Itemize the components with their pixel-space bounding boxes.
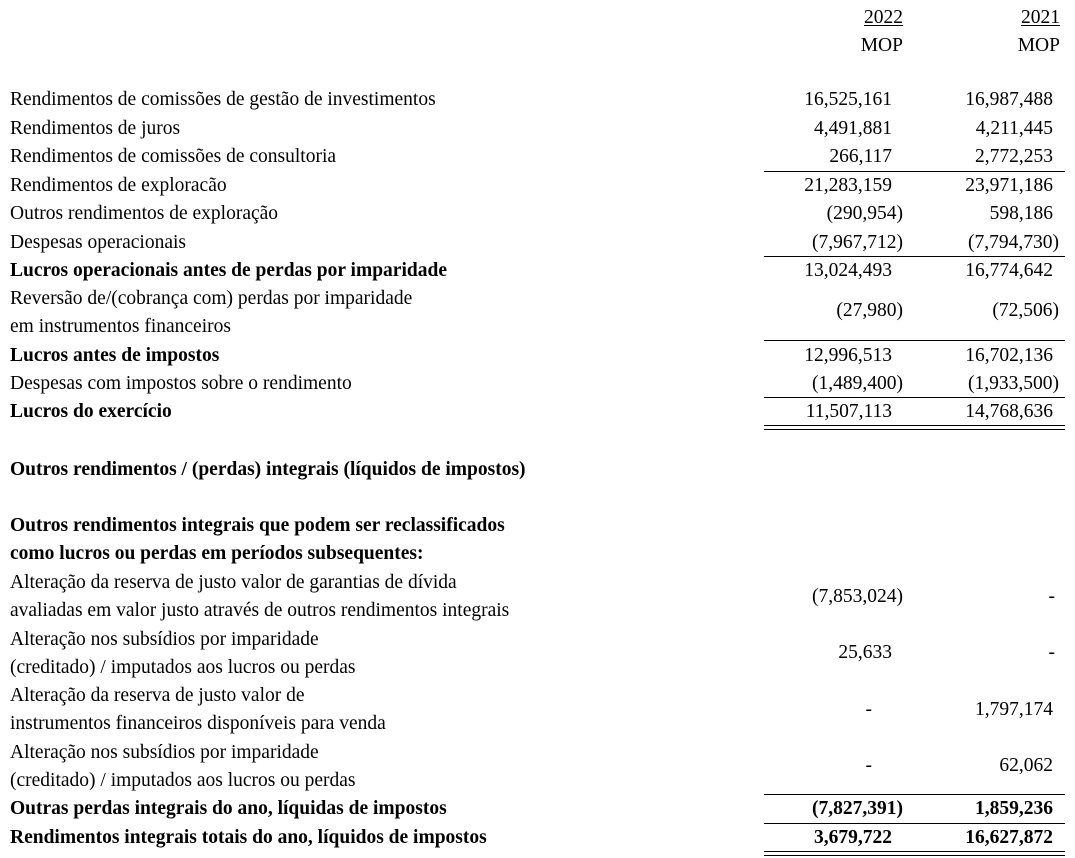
value-2022: (7,853,024) <box>812 586 903 607</box>
row-label: Rendimentos integrais totais do ano, líquidos de impostos <box>10 826 487 848</box>
total-double-rule <box>764 851 1065 856</box>
value-2022: (27,980) <box>836 300 903 321</box>
value-2021: 2,772,253 <box>975 146 1053 167</box>
row-label: Outros rendimentos de exploração <box>10 203 279 224</box>
row-label: Despesas com impostos sobre o rendimento <box>10 373 352 394</box>
value-2021: 16,627,872 <box>965 826 1053 848</box>
row-label-line1: Alteração nos subsídios por imparidade <box>10 629 319 650</box>
value-2021: 598,186 <box>989 203 1053 224</box>
row-label-line1: Alteração da reserva de justo valor de garantias de dívida <box>10 572 457 593</box>
row-label-line1: Alteração nos subsídios por imparidade <box>10 742 319 763</box>
row-label: Lucros do exercício <box>10 401 172 422</box>
value-2021: (7,794,730) <box>968 231 1059 253</box>
value-2021: 16,774,642 <box>965 259 1053 281</box>
value-2022: (7,827,391) <box>812 798 903 819</box>
value-2022: 11,507,113 <box>805 401 892 422</box>
row-label-line2: avaliadas em valor justo através de outros rendimentos integrais <box>10 600 510 622</box>
value-2022: 21,283,159 <box>804 174 892 196</box>
column-header-2021 <box>945 4 1060 60</box>
oci-subheading-line1: Outros rendimentos integrais que podem ser reclassificados <box>10 515 505 536</box>
currency-2022: MOP <box>860 35 903 56</box>
value-2022: 25,633 <box>838 642 892 663</box>
total-double-rule <box>764 425 1065 430</box>
row-label: Rendimentos de exploracão <box>10 174 227 196</box>
value-2022: - <box>865 755 872 776</box>
row-label-line2: em instrumentos financeiros <box>10 316 231 338</box>
oci-heading: Outros rendimentos / (perdas) integrais (líquidos de impostos) <box>10 459 526 480</box>
value-2021: 62,062 <box>999 755 1053 776</box>
row-label-line2: (creditado) / imputados aos lucros ou perdas <box>10 657 356 679</box>
value-2021: 16,702,136 <box>965 344 1053 366</box>
row-label: Rendimentos de comissões de gestão de investimentos <box>10 89 436 110</box>
value-2021: 1,797,174 <box>975 699 1053 720</box>
value-2022: 16,525,161 <box>804 89 892 110</box>
value-2021: - <box>1048 642 1055 663</box>
year-2022: 2022 <box>864 7 903 28</box>
value-2022: (7,967,712) <box>812 231 903 253</box>
value-2022: (290,954) <box>826 203 903 224</box>
row-label-line2: instrumentos financeiros disponíveis para venda <box>10 713 386 735</box>
row-label: Despesas operacionais <box>10 231 186 253</box>
value-2021: 16,987,488 <box>965 89 1053 110</box>
value-2022: 13,024,493 <box>804 259 892 281</box>
value-2021: 4,211,445 <box>975 117 1053 139</box>
value-2022: - <box>865 699 872 720</box>
row-label-line1: Reversão de/(cobrança com) perdas por imparidade <box>10 288 413 309</box>
row-label: Lucros operacionais antes de perdas por imparidade <box>10 259 447 281</box>
oci-subheading-line2: como lucros ou perdas em períodos subsequentes: <box>10 543 424 565</box>
value-2021: 14,768,636 <box>965 401 1053 422</box>
value-2022: 266,117 <box>829 146 892 167</box>
row-label-line2: (creditado) / imputados aos lucros ou perdas <box>10 770 356 792</box>
value-2022: 12,996,513 <box>804 344 892 366</box>
column-header-2022 <box>790 4 903 60</box>
value-2022: 3,679,722 <box>814 826 892 848</box>
row-label: Lucros antes de impostos <box>10 344 220 366</box>
value-2021: 23,971,186 <box>965 174 1053 196</box>
year-2021: 2021 <box>1021 7 1060 28</box>
value-2021: (72,506) <box>992 300 1059 321</box>
value-2021: (1,933,500) <box>968 373 1059 394</box>
value-2021: 1,859,236 <box>975 798 1053 819</box>
value-2021: - <box>1048 586 1055 607</box>
row-label: Outras perdas integrais do ano, líquidas de impostos <box>10 798 447 819</box>
row-label: Rendimentos de juros <box>10 117 181 139</box>
row-label-line1: Alteração da reserva de justo valor de <box>10 685 305 706</box>
currency-2021: MOP <box>1017 35 1060 56</box>
value-2022: 4,491,881 <box>814 117 892 139</box>
value-2022: (1,489,400) <box>812 373 903 394</box>
row-label: Rendimentos de comissões de consultoria <box>10 146 337 167</box>
